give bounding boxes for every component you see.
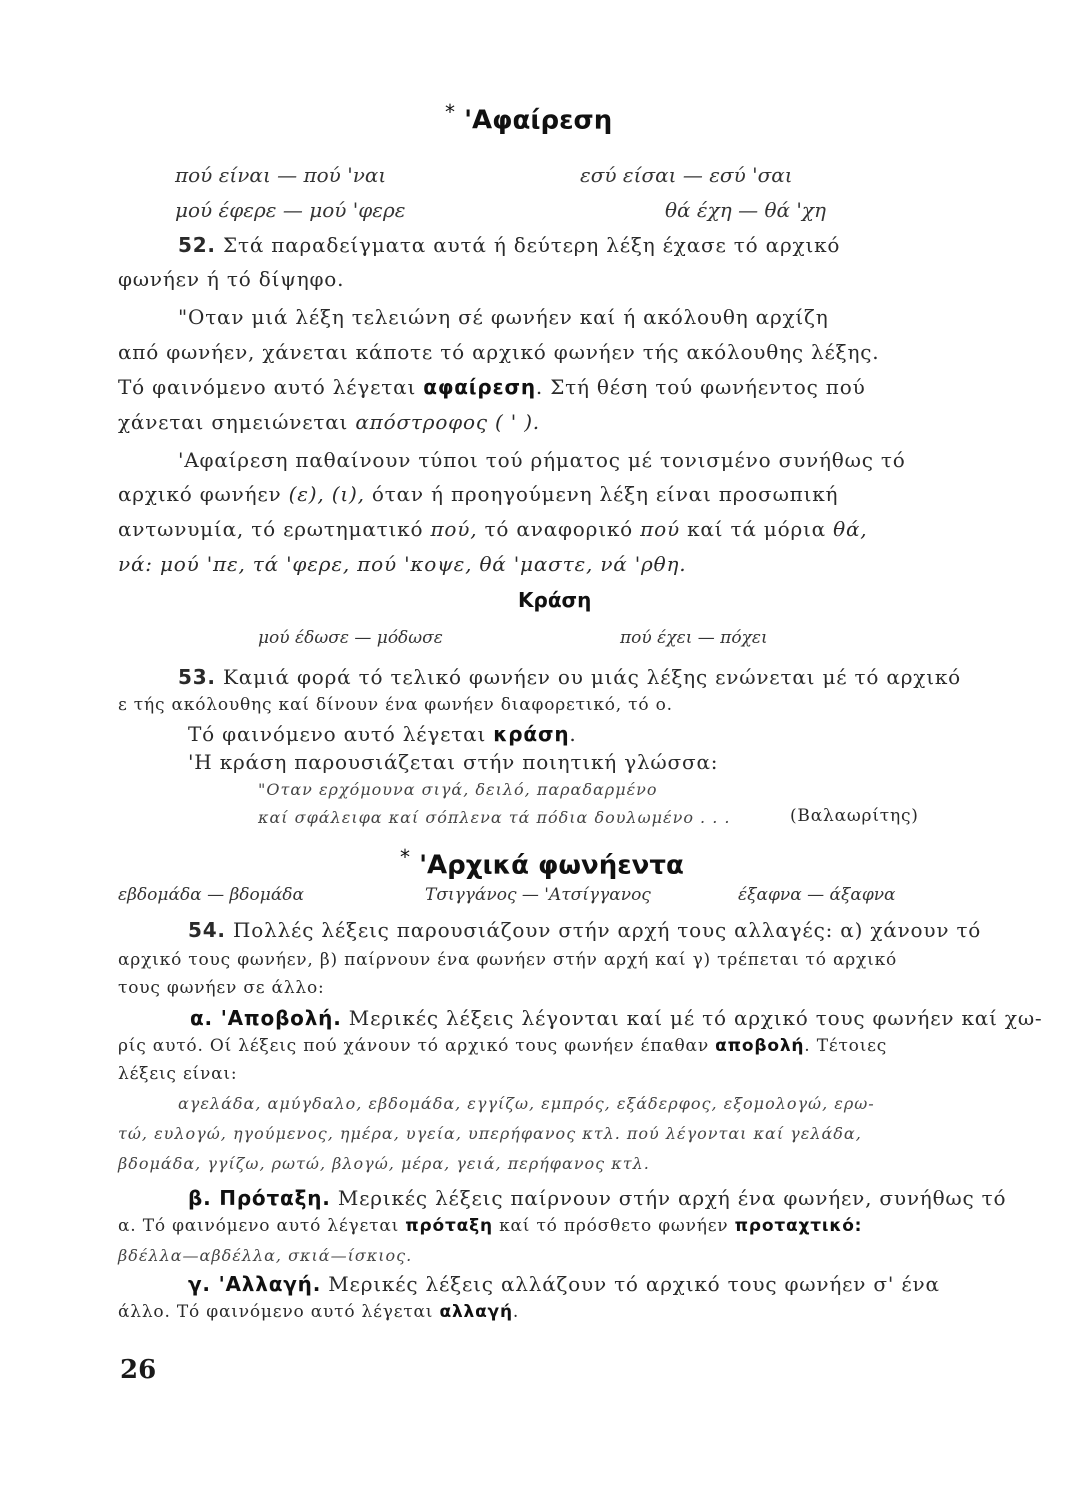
term-protaxtiko: προταχτικό: [734, 1216, 863, 1236]
section-title-krasi: Κράση [518, 588, 592, 612]
paragraph-54-line2: αρχικό τους φωνήεν, β) παίρνουν ένα φωνήεν στήν αρχή καί γ) τρέπεται τό αρχικό [118, 950, 898, 970]
protaxi-line2: α. Τό φαινόμενο αυτό λέγεται πρόταξη καί τό πρόσθετο φωνήεν προταχτικό: [118, 1216, 863, 1236]
paragraph-p2-line4: χάνεται σημειώνεται απόστροφος ( ' ). [118, 410, 540, 434]
apovoli-line2: ρίς αυτό. Οί λέξεις πού χάνουν τό αρχικό τους φωνήεν έπαθαν αποβολή. Τέτοιες [118, 1036, 888, 1056]
example-r1c2: εσύ είσαι — εσύ 'σαι [580, 163, 793, 187]
paragraph-53-line2: ε τής ακόλουθης καί δίνουν ένα φωνήεν διαφορετικό, τό ο. [118, 695, 673, 715]
example-r1c1: πού είναι — πού 'ναι [175, 163, 387, 187]
section-title-arxika-foniepta [400, 845, 684, 881]
example-r2c2: θά έχη — θά 'χη [665, 198, 826, 222]
allagi-line2: άλλο. Τό φαινόμενο αυτό λέγεται αλλαγή. [118, 1302, 520, 1322]
label-protaxi: β. Πρόταξη. [188, 1186, 331, 1210]
paragraph-52-line1: 52. Στά παραδείγματα αυτά ή δεύτερη λέξη έχασε τό αρχικό [178, 233, 841, 257]
title-text: 'Αφαίρεση [464, 105, 613, 136]
star-mark: * [445, 100, 455, 124]
poem-line1: "Οταν ερχόμουνα σιγά, δειλό, παραδαρμένο [258, 780, 658, 799]
apovoli-line3: λέξεις είναι: [118, 1064, 238, 1084]
paragraph-p3-line3: αντωνυμία, τό ερωτηματικό πού, τό αναφορικό πού καί τά μόρια θά, [118, 517, 868, 541]
paragraph-p2-line1: "Οταν μιά λέξη τελειώνη σέ φωνήεν καί ή ακόλουθη αρχίζη [178, 305, 829, 329]
term-protaxi: πρόταξη [405, 1216, 493, 1236]
allagi-line1: γ. 'Αλλαγή. Μερικές λέξεις αλλάζουν τό αρχικό τους φωνήεν σ' ένα [188, 1272, 940, 1296]
paragraph-53-line4: 'Η κράση παρουσιάζεται στήν ποιητική γλώσσα: [188, 750, 719, 774]
paragraph-number: 54. [188, 918, 226, 942]
example-krasi-2: πού έχει — πόχει [620, 628, 768, 648]
paragraph-number: 53. [178, 665, 216, 689]
paragraph-53-line3: Τό φαινόμενο αυτό λέγεται κράση. [188, 722, 577, 746]
title-text: 'Αρχικά φωνήεντα [419, 850, 684, 881]
example-arxika-2: Τσιγγάνος — 'Ατσίγγανος [425, 885, 651, 905]
paragraph-54-line1: 54. Πολλές λέξεις παρουσιάζουν στήν αρχή τους αλλαγές: α) χάνουν τό [188, 918, 982, 942]
protaxi-line1: β. Πρόταξη. Μερικές λέξεις παίρνουν στήν αρχή ένα φωνήεν, συνήθως τό [188, 1186, 1007, 1210]
apovoli-examples-1: αγελάδα, αμύγδαλο, εβδομάδα, εγγίζω, εμπρός, εξάδερφος, εξομολογώ, ερω- [178, 1094, 875, 1113]
protaxi-line3: βδέλλα—αβδέλλα, σκιά—ίσκιος. [118, 1246, 413, 1265]
paragraph-number: 52. [178, 233, 216, 257]
star-mark: * [400, 845, 410, 869]
poem-line2: καί σφάλειφα καί σόπλενα τά πόδια δουλωμένο . . . [258, 808, 731, 827]
label-allagi: γ. 'Αλλαγή. [188, 1272, 322, 1296]
paragraph-p3-line1: 'Αφαίρεση παθαίνουν τύποι τού ρήματος μέ τονισμένο συνήθως τό [178, 448, 906, 472]
term-afairesi: αφαίρεση [423, 375, 536, 399]
apovoli-line1: α. 'Αποβολή. Μερικές λέξεις λέγονται καί μέ τό αρχικό τους φωνήεν καί χω- [190, 1006, 1043, 1030]
paragraph-52-line2: φωνήεν ή τό δίψηφο. [118, 267, 345, 291]
apovoli-examples-3: βδομάδα, γγίζω, ρωτώ, βλογώ, μέρα, γειά, περήφανος κτλ. [118, 1154, 650, 1173]
paragraph-p3-line2: αρχικό φωνήεν (ε), (ι), όταν ή προηγούμενη λέξη είναι προσωπική [118, 482, 839, 506]
paragraph-p3-line4: νά: μού 'πε, τά 'φερε, πού 'κοψε, θά 'μαστε, νά 'ρθη. [118, 552, 687, 576]
label-apovoli: α. 'Αποβολή. [190, 1006, 342, 1030]
apovoli-examples-2: τώ, ευλογώ, ηγούμενος, ημέρα, υγεία, υπερήφανος κτλ. πού λέγονται καί γελάδα, [118, 1124, 862, 1143]
paragraph-53-line1: 53. Καμιά φορά τό τελικό φωνήεν ου μιάς λέξης ενώνεται μέ τό αρχικό [178, 665, 961, 689]
example-arxika-3: έξαφνα — άξαφνα [738, 885, 896, 905]
example-r2c1: μού έφερε — μού 'φερε [175, 198, 406, 222]
paragraph-54-line3: τους φωνήεν σε άλλο: [118, 978, 325, 998]
section-title-afairesi [445, 100, 612, 136]
example-krasi-1: μού έδωσε — μόδωσε [258, 628, 443, 648]
poem-author: (Βαλαωρίτης) [790, 806, 919, 826]
example-arxika-1: εβδομάδα — βδομάδα [118, 885, 305, 905]
term-apovoli: αποβολή [715, 1036, 805, 1056]
paragraph-p2-line2: από φωνήεν, χάνεται κάποτε τό αρχικό φωνήεν τής ακόλουθης λέξης. [118, 340, 880, 364]
term-allagi: αλλαγή [439, 1302, 513, 1322]
term-krasi: κράση [493, 722, 570, 746]
paragraph-p2-line3: Τό φαινόμενο αυτό λέγεται αφαίρεση. Στή θέση τού φωνήεντος πού [118, 375, 866, 399]
page-number: 26 [120, 1355, 157, 1385]
